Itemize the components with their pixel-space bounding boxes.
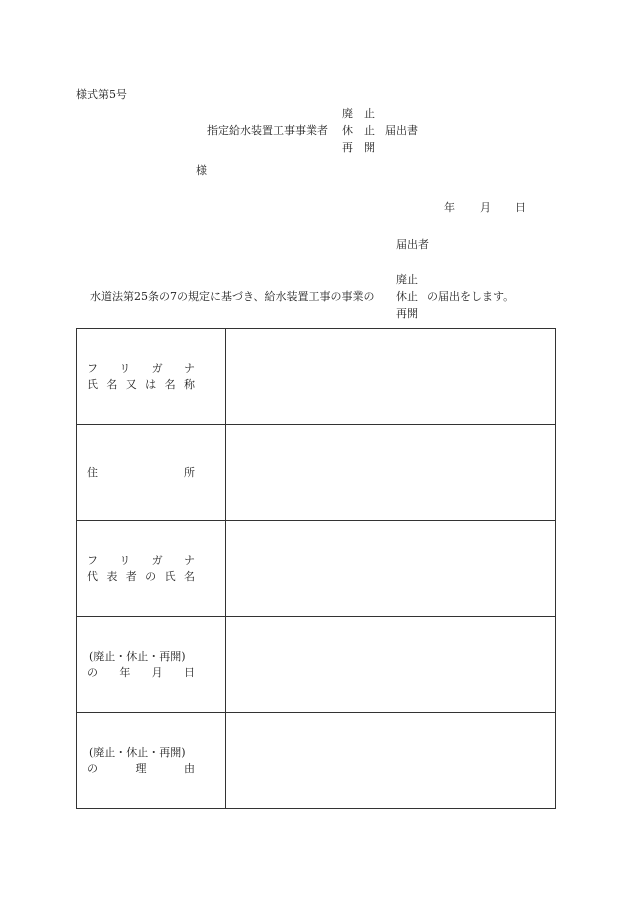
label-status-options: (廃止・休止・再開) <box>89 649 186 663</box>
statement-option-saikai: 再開 <box>396 307 418 320</box>
notifier-label: 届出者 <box>396 238 429 251</box>
label-date: の 年 月 日 <box>87 665 195 679</box>
statement-option-kyushi: 休止 <box>396 290 418 303</box>
label-cell <box>77 425 226 521</box>
input-representative-name[interactable] <box>226 521 556 617</box>
label-furigana: フ リ ガ ナ <box>87 361 195 375</box>
statement-option-haishi: 廃止 <box>396 273 418 286</box>
addressee-suffix: 様 <box>196 164 207 177</box>
title-option-kyushi: 休 止 <box>342 124 375 137</box>
label-reason: の 理 由 <box>87 761 195 775</box>
label-cell <box>77 713 226 809</box>
statement-prefix: 水道法第25条の7の規定に基づき、給水装置工事の事業の <box>90 290 375 303</box>
table-row-date <box>77 617 556 713</box>
statement-options <box>396 271 418 322</box>
table-row-furigana-name <box>77 329 556 425</box>
table-row-address <box>77 425 556 521</box>
date-year: 年 <box>444 201 455 214</box>
input-reason[interactable] <box>226 713 556 809</box>
table-row-reason <box>77 713 556 809</box>
title-options <box>342 105 375 156</box>
label-cell <box>77 329 226 425</box>
input-address[interactable] <box>226 425 556 521</box>
title-option-haishi: 廃 止 <box>342 107 375 120</box>
date-month: 月 <box>480 201 491 214</box>
title-option-saikai: 再 開 <box>342 141 375 154</box>
form-number: 様式第5号 <box>76 88 127 101</box>
label-status-options: (廃止・休止・再開) <box>89 745 186 759</box>
label-cell <box>77 521 226 617</box>
label-cell <box>77 617 226 713</box>
statement-suffix: の届出をします。 <box>427 290 515 303</box>
label-address: 住 所 <box>87 465 195 479</box>
label-name-or-title: 氏 名 又 は 名 称 <box>87 377 195 391</box>
notification-form-table <box>76 328 556 809</box>
label-representative-name: 代 表 者 の 氏 名 <box>87 569 195 583</box>
label-furigana: フ リ ガ ナ <box>87 553 195 567</box>
input-name-or-title[interactable] <box>226 329 556 425</box>
input-date[interactable] <box>226 617 556 713</box>
date-day: 日 <box>515 201 526 214</box>
title-prefix: 指定給水装置工事事業者 <box>207 124 328 137</box>
title-suffix: 届出書 <box>385 124 418 137</box>
table-row-representative <box>77 521 556 617</box>
